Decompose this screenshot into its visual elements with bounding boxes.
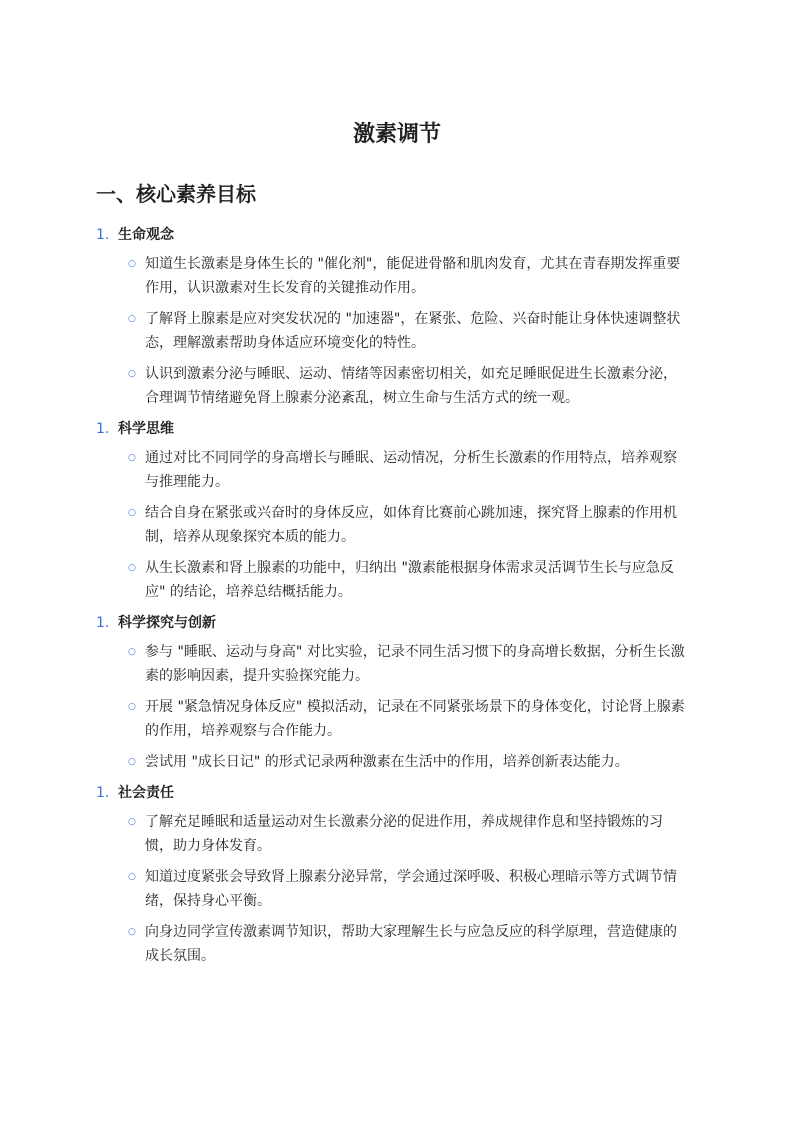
list-item [128, 307, 698, 355]
list-item-text: 了解肾上腺素是应对突发状况的 "加速器"，在紧张、危险、兴奋时能让身体快速调整状态，理解激素帮助身体适应环境变化的特性。 [145, 311, 681, 351]
group-title [96, 781, 698, 805]
list-item [128, 556, 698, 604]
group-number: 1. [96, 421, 110, 437]
objective-group-life-concept [96, 223, 698, 410]
list-item [128, 920, 698, 968]
group-title-text: 生命观念 [118, 227, 174, 243]
list-item-text: 参与 "睡眠、运动与身高" 对比实验，记录不同生活习惯下的身高增长数据，分析生长激素的影响因素，提升实验探究能力。 [145, 644, 685, 684]
hollow-circle-bullet-icon: ○ [128, 508, 136, 518]
objective-group-inquiry-innovation [96, 611, 698, 774]
section-heading: 一、核心素养目标 [96, 182, 256, 206]
hollow-circle-bullet-icon: ○ [128, 563, 136, 573]
group-number: 1. [96, 227, 110, 243]
hollow-circle-bullet-icon: ○ [128, 702, 136, 712]
group-title-text: 科学思维 [118, 421, 174, 437]
document-title: 激素调节 [352, 122, 441, 147]
group-item-list [96, 640, 698, 774]
hollow-circle-bullet-icon: ○ [128, 757, 136, 767]
hollow-circle-bullet-icon: ○ [128, 259, 136, 269]
list-item [128, 865, 698, 913]
list-item [128, 501, 698, 549]
group-number: 1. [96, 615, 110, 631]
objective-group-scientific-thinking [96, 417, 698, 604]
group-item-list [96, 810, 698, 968]
objective-group-social-responsibility [96, 781, 698, 968]
list-item-text: 结合自身在紧张或兴奋时的身体反应，如体育比赛前心跳加速，探究肾上腺素的作用机制，培养从现象探究本质的能力。 [145, 505, 677, 545]
list-item [128, 252, 698, 300]
group-number: 1. [96, 785, 110, 801]
list-item [128, 446, 698, 494]
group-title-text: 社会责任 [118, 785, 174, 801]
list-item-text: 从生长激素和肾上腺素的功能中，归纳出 "激素能根据身体需求灵活调节生长与应急反应" 的结论，培养总结概括能力。 [145, 560, 674, 600]
list-item-text: 认识到激素分泌与睡眠、运动、情绪等因素密切相关，如充足睡眠促进生长激素分泌，合理调节情绪避免肾上腺素分泌紊乱，树立生命与生活方式的统一观。 [145, 366, 677, 406]
list-item-text: 尝试用 "成长日记" 的形式记录两种激素在生活中的作用，培养创新表达能力。 [145, 754, 629, 770]
list-item [128, 695, 698, 743]
list-item-text: 通过对比不同同学的身高增长与睡眠、运动情况，分析生长激素的作用特点，培养观察与推理能力。 [145, 450, 677, 490]
hollow-circle-bullet-icon: ○ [128, 453, 136, 463]
list-item-text: 开展 "紧急情况身体反应" 模拟活动，记录在不同紧张场景下的身体变化，讨论肾上腺素的作用，培养观察与合作能力。 [145, 699, 685, 739]
list-item [128, 750, 698, 774]
hollow-circle-bullet-icon: ○ [128, 314, 136, 324]
hollow-circle-bullet-icon: ○ [128, 872, 136, 882]
list-item-text: 了解充足睡眠和适量运动对生长激素分泌的促进作用，养成规律作息和坚持锻炼的习惯，助力身体发育。 [145, 814, 663, 854]
list-item [128, 362, 698, 410]
hollow-circle-bullet-icon: ○ [128, 927, 136, 937]
group-item-list [96, 446, 698, 604]
group-title-text: 科学探究与创新 [118, 615, 216, 631]
hollow-circle-bullet-icon: ○ [128, 647, 136, 657]
hollow-circle-bullet-icon: ○ [128, 369, 136, 379]
list-item-text: 向身边同学宣传激素调节知识，帮助大家理解生长与应急反应的科学原理，营造健康的成长氛围。 [145, 924, 677, 964]
group-title [96, 417, 698, 441]
group-item-list [96, 252, 698, 410]
list-item-text: 知道生长激素是身体生长的 "催化剂"，能促进骨骼和肌肉发育，尤其在青春期发挥重要作用，认识激素对生长发育的关键推动作用。 [145, 256, 681, 296]
group-title [96, 223, 698, 247]
list-item-text: 知道过度紧张会导致肾上腺素分泌异常，学会通过深呼吸、积极心理暗示等方式调节情绪，保持身心平衡。 [145, 869, 677, 909]
list-item [128, 640, 698, 688]
group-title [96, 611, 698, 635]
hollow-circle-bullet-icon: ○ [128, 817, 136, 827]
list-item [128, 810, 698, 858]
